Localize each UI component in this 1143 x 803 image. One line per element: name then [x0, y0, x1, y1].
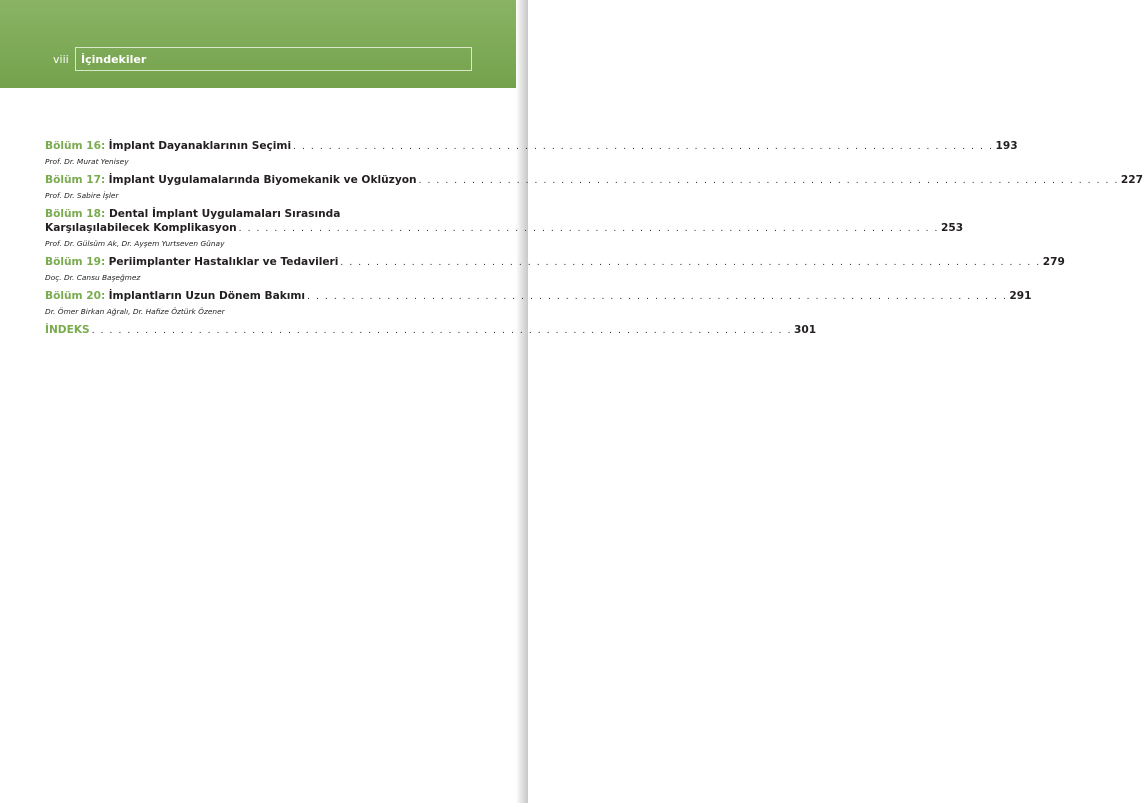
page-ref: 253 — [941, 222, 964, 234]
chapter-authors: Prof. Dr. Sabire İşler — [45, 191, 119, 200]
page-ref: 193 — [995, 140, 1018, 152]
chapter-authors: Dr. Ömer Birkan Ağralı, Dr. Hafize Öztürk Özener — [45, 307, 225, 316]
chapter-label: Bölüm 17: — [45, 174, 106, 186]
chapter-label: Bölüm 16: — [45, 140, 106, 152]
chapter-title: İmplant Uygulamalarında Biyomekanik ve Oklüzyon — [108, 174, 417, 186]
dot-leader: . . . . . . . . . . . . . . . . . . . . . . . . . . . . . . . . . . . . . . . . . . . . . . . . . . . . . . . . . . . . . . . . . . . . . . . . . . . . . . . — [418, 176, 1119, 186]
chapter-title: İmplant Dayanaklarının Seçimi — [108, 140, 292, 152]
toc-entry-20[interactable] — [45, 289, 1032, 317]
dot-leader: . . . . . . . . . . . . . . . . . . . . . . . . . . . . . . . . . . . . . . . . . . . . . . . . . . . . . . . . . . . . . . . . . . . . . . . . . . . . . . . — [293, 142, 994, 152]
toc-entry-17[interactable] — [45, 173, 1143, 201]
page-number: viii — [53, 53, 69, 66]
dot-leader: . . . . . . . . . . . . . . . . . . . . . . . . . . . . . . . . . . . . . . . . . . . . . . . . . . . . . . . . . . . . . . . . . . . . . . . . . . . . . . . — [238, 224, 940, 234]
book-spine-shadow — [516, 0, 528, 803]
page-ref: 301 — [794, 324, 817, 336]
section-title-box — [75, 47, 472, 71]
dot-leader: . . . . . . . . . . . . . . . . . . . . . . . . . . . . . . . . . . . . . . . . . . . . . . . . . . . . . . . . . . . . . . . . . . . . . . . . . . . . . . . — [91, 326, 793, 336]
page-ref: 279 — [1042, 256, 1065, 268]
dot-leader: . . . . . . . . . . . . . . . . . . . . . . . . . . . . . . . . . . . . . . . . . . . . . . . . . . . . . . . . . . . . . . . . . . . . . . . . . . . . . . . — [340, 258, 1041, 268]
toc-entry-19[interactable] — [45, 255, 1065, 283]
table-of-contents — [45, 139, 1143, 344]
chapter-title: Periimplanter Hastalıklar ve Tedavileri — [108, 256, 339, 268]
chapter-authors: Prof. Dr. Gülsüm Ak, Dr. Ayşem Yurtseven Günay — [45, 239, 225, 248]
page-ref: 291 — [1009, 290, 1032, 302]
chapter-title-line1: Dental İmplant Uygulamaları Sırasında — [108, 208, 341, 220]
page-header — [0, 0, 528, 88]
chapter-title: İmplantların Uzun Dönem Bakımı — [108, 290, 306, 302]
chapter-label: Bölüm 20: — [45, 290, 106, 302]
chapter-label: Bölüm 19: — [45, 256, 106, 268]
toc-entry-index[interactable] — [45, 323, 817, 338]
chapter-authors: Prof. Dr. Murat Yenisey — [45, 157, 129, 166]
section-title: İçindekiler — [81, 53, 147, 66]
chapter-authors: Doç. Dr. Cansu Başeğmez — [45, 273, 141, 282]
toc-entry-18[interactable] — [45, 207, 964, 249]
index-label: İNDEKS — [45, 324, 90, 336]
chapter-title: Karşılaşılabilecek Komplikasyon — [45, 222, 237, 234]
toc-entry-16[interactable] — [45, 139, 1018, 167]
dot-leader: . . . . . . . . . . . . . . . . . . . . . . . . . . . . . . . . . . . . . . . . . . . . . . . . . . . . . . . . . . . . . . . . . . . . . . . . . . . . . . . — [307, 292, 1008, 302]
page-ref: 227 — [1120, 174, 1143, 186]
chapter-label: Bölüm 18: — [45, 208, 106, 220]
